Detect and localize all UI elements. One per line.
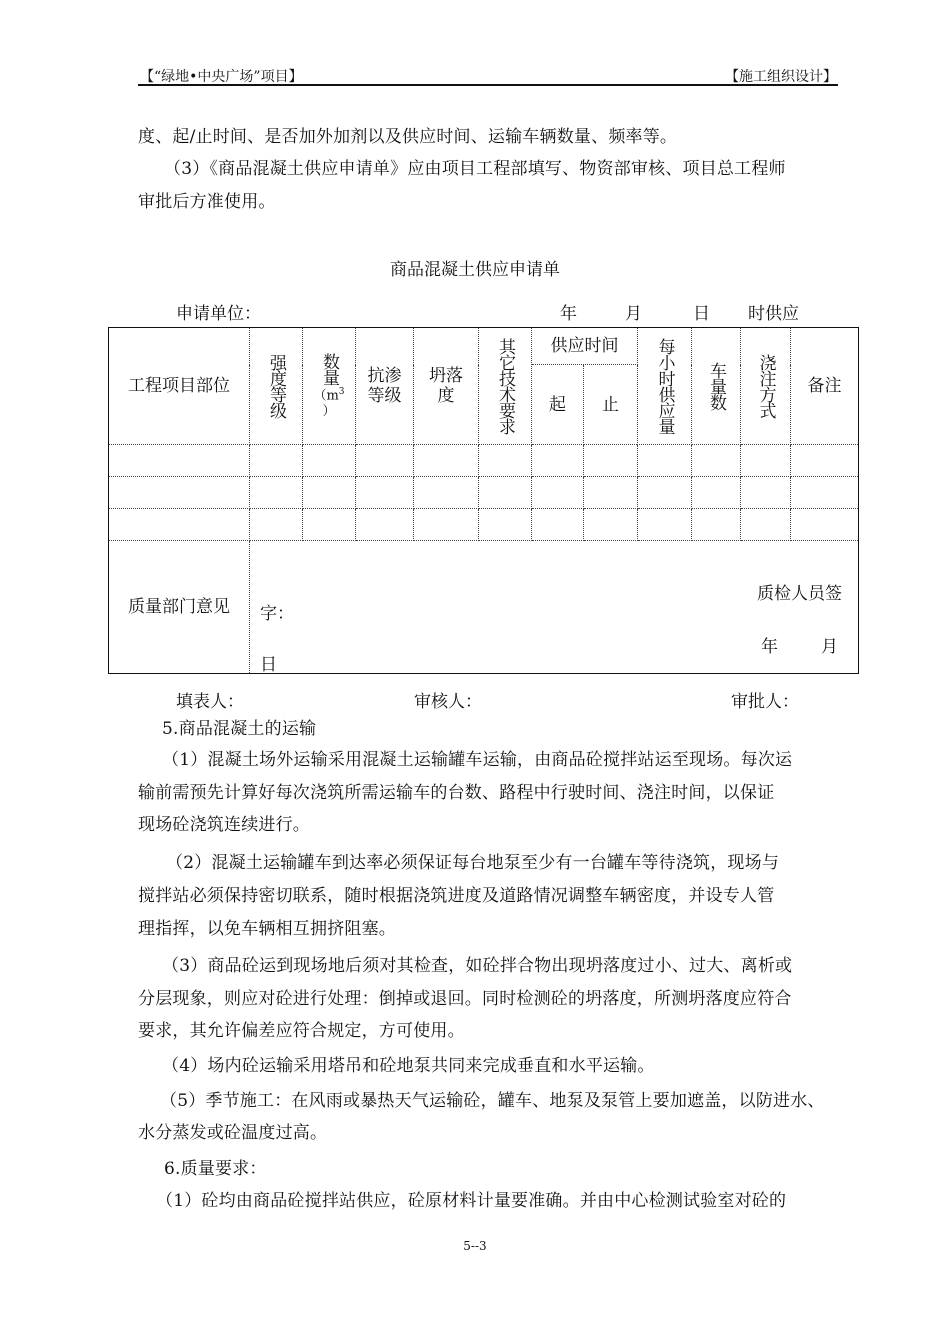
- header-supply-time: 供应时间: [532, 328, 638, 365]
- header-pour-method: 浇注方式: [741, 328, 791, 445]
- section5-p3-l1: （3）商品砼运到现场地后须对其检查，如砼拌合物出现坍落度过小、过大、离析或: [162, 956, 793, 976]
- quality-row: [109, 541, 859, 674]
- apply-time-supply-label: 时供应: [748, 304, 799, 324]
- header-impermeability: 抗渗等级: [356, 328, 414, 445]
- table-cell[interactable]: [532, 477, 584, 509]
- header-remarks: 备注: [791, 328, 859, 445]
- table-cell[interactable]: [584, 509, 638, 541]
- header-quantity: 数量 （$m^3$ ）: [303, 328, 356, 445]
- table-cell[interactable]: [250, 509, 303, 541]
- table-cell[interactable]: [791, 445, 859, 477]
- section6-p1-l1: （1）砼均由商品砼搅拌站供应，砼原材料计量要准确。并由中心检测试验室对砼的: [156, 1191, 787, 1211]
- qc-day-label: 日: [260, 655, 277, 675]
- table-cell[interactable]: [303, 445, 356, 477]
- section5-title: 5.商品混凝土的运输: [162, 719, 317, 739]
- section5-p3-l3: 要求，其允许偏差应符合规定，方可使用。: [138, 1021, 465, 1041]
- table-cell[interactable]: [356, 445, 414, 477]
- section5-p4-l1: （4）场内砼运输采用塔吊和砼地泵共同来完成垂直和水平运输。: [162, 1056, 655, 1076]
- apply-year-label: 年: [560, 304, 577, 324]
- table-cell[interactable]: [109, 477, 250, 509]
- quality-dept-label: 质量部门意见: [109, 541, 250, 674]
- table-row: [109, 509, 859, 541]
- header-strength: 强度等级: [250, 328, 303, 445]
- header-start: 起: [532, 365, 584, 445]
- table-cell[interactable]: [638, 477, 692, 509]
- table-cell[interactable]: [356, 477, 414, 509]
- intro-line-3: 审批后方准使用。: [138, 192, 276, 212]
- table-cell[interactable]: [692, 509, 741, 541]
- header-rule: [138, 84, 838, 86]
- table-row: [109, 445, 859, 477]
- header-end: 止: [584, 365, 638, 445]
- table-cell[interactable]: [479, 477, 532, 509]
- table-cell[interactable]: [356, 509, 414, 541]
- table-row: [109, 477, 859, 509]
- table-cell[interactable]: [479, 509, 532, 541]
- intro-line-2: （3）《商品混凝土供应申请单》应由项目工程部填写、物资部审核、项目总工程师: [164, 159, 786, 179]
- table-cell[interactable]: [741, 477, 791, 509]
- page-number: 5--3: [463, 1239, 487, 1253]
- section5-p1-l1: （1）混凝土场外运输采用混凝土运输罐车运输，由商品砼搅拌站运至现场。每次运: [162, 750, 793, 770]
- apply-month-label: 月: [625, 304, 642, 324]
- table-cell[interactable]: [414, 477, 479, 509]
- table-cell[interactable]: [532, 509, 584, 541]
- section5-p3-l2: 分层现象，则应对砼进行处理：倒掉或退回。同时检测砼的坍落度，所测坍落度应符合: [138, 989, 792, 1009]
- table-cell[interactable]: [250, 445, 303, 477]
- section5-p2-l3: 理指挥，以免车辆相互拥挤阻塞。: [138, 919, 396, 939]
- header-hourly-supply: 每小时供应量: [638, 328, 692, 445]
- table-cell[interactable]: [109, 445, 250, 477]
- section5-p1-l2: 输前需预先计算好每次浇筑所需运输车的台数、路程中行驶时间、浇注时间，以保证: [138, 783, 775, 803]
- table-cell[interactable]: [741, 445, 791, 477]
- intro-line-1: 度、起/止时间、是否加外加剂以及供应时间、运输车辆数量、频率等。: [138, 127, 678, 147]
- header-other-requirements: 其它技术要求: [479, 328, 532, 445]
- table-cell[interactable]: [303, 509, 356, 541]
- header-doc-title: 【施工组织设计】: [725, 69, 837, 85]
- header-project-dept: 工程项目部位: [109, 328, 250, 445]
- table-cell[interactable]: [741, 509, 791, 541]
- supply-request-form: [108, 327, 859, 674]
- section5-p5-l1: （5）季节施工：在风雨或暴热天气运输砼，罐车、地泵及泵管上要加遮盖，以防进水、: [160, 1091, 825, 1111]
- table-cell[interactable]: [414, 509, 479, 541]
- section6-title: 6.质量要求：: [164, 1159, 267, 1179]
- header-vehicles: 车量数: [692, 328, 741, 445]
- table-cell[interactable]: [479, 445, 532, 477]
- section5-p2-l1: （2）混凝土运输罐车到达率必须保证每台地泵至少有一台罐车等待浇筑，现场与: [166, 853, 780, 873]
- table-cell[interactable]: [638, 509, 692, 541]
- table-cell[interactable]: [250, 477, 303, 509]
- inspector-sign-label: 质检人员签: [757, 584, 842, 604]
- table-cell[interactable]: [414, 445, 479, 477]
- reviewer-label: 审核人：: [414, 692, 482, 712]
- table-cell[interactable]: [692, 445, 741, 477]
- table-cell[interactable]: [303, 477, 356, 509]
- table-cell[interactable]: [532, 445, 584, 477]
- filler-label: 填表人：: [176, 692, 244, 712]
- table-cell[interactable]: [584, 477, 638, 509]
- table-cell[interactable]: [791, 509, 859, 541]
- table-cell[interactable]: [638, 445, 692, 477]
- qc-month-label: 月: [821, 637, 838, 657]
- table-cell[interactable]: [791, 477, 859, 509]
- form-title: 商品混凝土供应申请单: [390, 260, 560, 280]
- char-zi-label: 字：: [260, 604, 294, 624]
- header-project-name: 【“绿地•中央广场”项目】: [140, 69, 303, 85]
- apply-unit-label: 申请单位：: [176, 304, 261, 324]
- section5-p1-l3: 现场砼浇筑连续进行。: [138, 815, 310, 835]
- approver-label: 审批人：: [731, 692, 799, 712]
- apply-day-label: 日: [693, 304, 710, 324]
- quality-opinion-cell[interactable]: [250, 541, 859, 674]
- section5-p2-l2: 搅拌站必须保持密切联系，随时根据浇筑进度及道路情况调整车辆密度，并设专人管: [138, 886, 775, 906]
- qc-year-label: 年: [761, 637, 778, 657]
- section5-p5-l2: 水分蒸发或砼温度过高。: [138, 1123, 328, 1143]
- table-cell[interactable]: [692, 477, 741, 509]
- table-cell[interactable]: [109, 509, 250, 541]
- header-slump: 坍落度: [414, 328, 479, 445]
- table-cell[interactable]: [584, 445, 638, 477]
